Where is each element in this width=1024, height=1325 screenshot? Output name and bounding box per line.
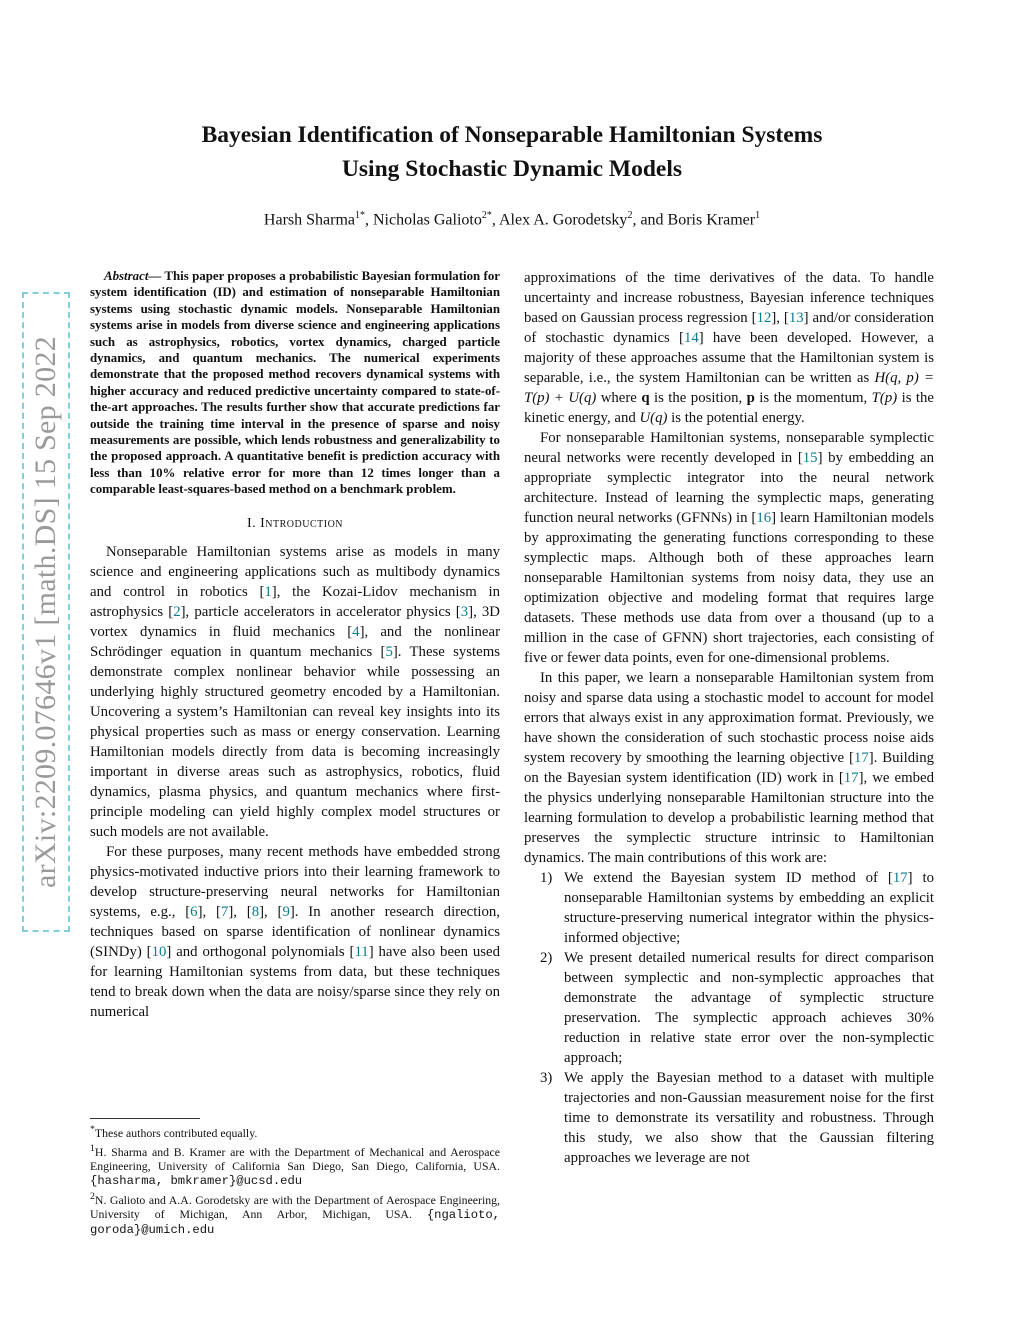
section-number: I.: [246, 515, 261, 531]
author-sep: , and: [632, 211, 668, 229]
citation-link[interactable]: 17: [853, 750, 869, 766]
author-sep: ,: [491, 211, 499, 229]
math-expr: T(p): [871, 390, 898, 406]
footnote: *These authors contributed equally.: [90, 1124, 258, 1140]
author-affil-mark: 2*: [481, 210, 492, 221]
citation-link[interactable]: 15: [802, 450, 818, 466]
citation-link[interactable]: 17: [843, 770, 859, 786]
paragraph: For nonseparable Hamiltonian systems, nonseparable symplectic neural networks were recently developed in [15] by embedding an appropriate symplectic integrator into the neural network architecture. Instead of learning the symplectic maps, generating function neural networks (GFNNs) in [16] learn Hamiltonian models by approximating the generating functions corresponding to these symplectic maps. Although both of these approaches learn nonseparable Hamiltonian systems from noisy data, they use an optimization objective and modeling format that requires large datasets. These methods use data from over a thousand (up to a million in the case of GFNN) short trajectories, each consisting of five or fewer data points, even for one-dimensional problems.: [524, 430, 934, 666]
abstract: [90, 268, 500, 498]
arxiv-id: arXiv:2209.07646v1 [math.DS] 15 Sep 2022: [29, 336, 62, 888]
citation-link[interactable]: 9: [282, 903, 290, 920]
paragraph: approximations of the time derivatives of the data. To handle uncertainty and increase robustness, Bayesian inference techniques based on Gaussian process regression [12], [13] and/or consideration of stochastic dynamics [14] have been developed. However, a majority of these approaches assume that the Hamiltonian system is separable, i.e., the system Hamiltonian can be written as H(q, p) = T(p) + U(q) where q is the position, p is the momentum, T(p) is the kinetic energy, and U(q) is the potential energy.: [524, 270, 934, 426]
citation-link[interactable]: 16: [756, 510, 772, 526]
author-name: Alex A. Gorodetsky: [499, 211, 628, 229]
abstract-label: Abstract: [104, 269, 149, 283]
paragraph: In this paper, we learn a nonseparable Hamiltonian system from noisy and sparse data using a stochastic model to account for model errors that always exist in any approximation format. Previously, we have shown the consideration of such stochastic process noise aids system recovery by smoothing the learning objective [17]. Building on the Bayesian system identification (ID) work in [17], we embed the physics underlying nonseparable Hamiltonian structure into the learning formulation to develop a probabilistic learning method that preserves the symplectic structure intrinsic to Hamiltonian dynamics. The main contributions of this work are:: [524, 670, 935, 866]
arxiv-watermark: [22, 292, 70, 932]
left-column: [90, 268, 500, 1022]
section-title: Introduction: [260, 515, 344, 531]
citation-link[interactable]: 1: [264, 583, 272, 600]
math-symbol: q: [641, 390, 650, 406]
equation: H(q, p) = T(p) + U(q): [524, 370, 934, 406]
abstract-text: This paper proposes a probabilistic Bayesian formulation for system identification (ID) and estimation of nonseparable Hamiltonian systems using stochastic dynamic models. Nonseparable Hamiltonian systems arise in models from diverse science and engineering applications such as astrophysics, robotics, vortex dynamics, charged particle dynamics, and quantum mechanics. The numerical experiments demonstrate that the proposed method recovers dynamical systems with higher accuracy and reduced predictive uncertainty compared to state-of-the-art approaches. The results further show that accurate predictions far outside the training time interval in the presence of sparse and noisy measurements are possible, which lends robustness and generalizability to the proposed approach. A quantitative benefit is prediction accuracy with less than 10% relative error for more than 12 times longer than a comparable least-squares-based method on a benchmark problem.: [90, 269, 500, 497]
author-name: Harsh Sharma: [263, 211, 355, 229]
citation-link[interactable]: 13: [788, 310, 804, 326]
list-item: 2) We present detailed numerical results for direct comparison between symplectic and non-symplectic approaches that demonstrate the advantage of symplectic structure preservation. The symplectic approach achieves 30% reduction in relative state error over the non-symplectic approach;: [540, 950, 934, 1066]
math-symbol: p: [746, 390, 755, 406]
citation-link[interactable]: 12: [756, 310, 772, 326]
citation-link[interactable]: 2: [173, 603, 181, 620]
footnote-rule: [90, 1118, 200, 1119]
section-heading: [90, 514, 500, 534]
author-list: [0, 210, 1024, 229]
list-item: 3) We apply the Bayesian method to a dataset with multiple trajectories and non-Gaussian measurement noise for the first time to demonstrate its versatility and robustness. Through this study, we also show that the Gaussian filtering approaches we leverage are not: [540, 1070, 934, 1166]
citation-link[interactable]: 17: [892, 870, 908, 886]
citation-link[interactable]: 8: [251, 903, 260, 920]
citation-link[interactable]: 7: [220, 903, 229, 920]
citation-link[interactable]: 14: [683, 330, 699, 346]
citation-link[interactable]: 6: [190, 903, 198, 920]
right-column: [524, 268, 934, 1168]
footnote: $^2$N. Galioto and A.A. Gorodetsky are with the Department of Aerospace Engineering, University of Michigan, Ann Arbor, Michigan, USA. {ngalioto, goroda}@umich.edu: [90, 1190, 500, 1237]
paragraph: For these purposes, many recent methods have embedded strong physics-motivated inductive priors into their learning framework to develop structure-preserving neural networks for Hamiltonian systems, e.g., [6], [7], [8], [9]. In another research direction, techniques based on sparse identification of nonlinear dynamics (SINDy) [10] and orthogonal polynomials [11] have also been used for learning Hamiltonian systems from data, but these techniques tend to break down when the data are noisy/sparse since they rely on numerical: [90, 843, 500, 1020]
email: {ngalioto, goroda}@umich.edu: [90, 1207, 500, 1237]
author-sep: ,: [365, 211, 373, 229]
citation-link[interactable]: 4: [352, 623, 360, 640]
citation-link[interactable]: 10: [151, 943, 167, 960]
author-affil-mark: 1: [755, 210, 761, 221]
citation-link[interactable]: 3: [460, 603, 469, 620]
email: {hasharma, bmkramer}@ucsd.edu: [90, 1173, 303, 1188]
list-item: 1) We extend the Bayesian system ID method of [17] to nonseparable Hamiltonian systems by embedding an explicit structure-preserving numerical integrator within the physics-informed objective;: [540, 870, 934, 946]
footnotes: [90, 1118, 500, 1239]
citation-link[interactable]: 11: [354, 943, 369, 960]
math-expr: U(q): [639, 410, 668, 426]
citation-link[interactable]: 5: [385, 643, 393, 660]
author-affil-mark: 2: [627, 210, 633, 221]
abstract-dash: —: [148, 269, 165, 283]
paper-title: [0, 118, 1024, 186]
author-affil-mark: 1*: [355, 210, 365, 221]
title-line-2: Using Stochastic Dynamic Models: [341, 156, 683, 182]
footnote: $^1$H. Sharma and B. Kramer are with the Department of Mechanical and Aerospace Engineering, University of California San Diego, San Diego, California, USA. {hasharma, bmkramer}@ucsd.edu: [90, 1142, 500, 1188]
paragraph: Nonseparable Hamiltonian systems arise as models in many science and engineering applications such as multibody dynamics and control in robotics [1], the Kozai-Lidov mechanism in astrophysics [2], particle accelerators in accelerator physics [3], 3D vortex dynamics in fluid mechanics [4], and the nonlinear Schrödinger equation in quantum mechanics [5]. These systems demonstrate complex nonlinear behavior while possessing an underlying highly structured geometry encoded by a Hamiltonian. Uncovering a system’s Hamiltonian can reveal key insights into its physical properties such as mass or energy conservation. Learning Hamiltonian models directly from data is becoming increasingly important in diverse areas such as astrophysics, robotics, fluid dynamics, plasma physics, and quantum mechanics where first-principle modeling can yield highly complex model structures or such models are not available.: [90, 543, 500, 840]
title-line-1: Bayesian Identification of Nonseparable Hamiltonian Systems: [201, 122, 823, 148]
contribution-list: [524, 868, 934, 1168]
author-name: Boris Kramer: [667, 211, 756, 229]
author-name: Nicholas Galioto: [373, 211, 482, 229]
